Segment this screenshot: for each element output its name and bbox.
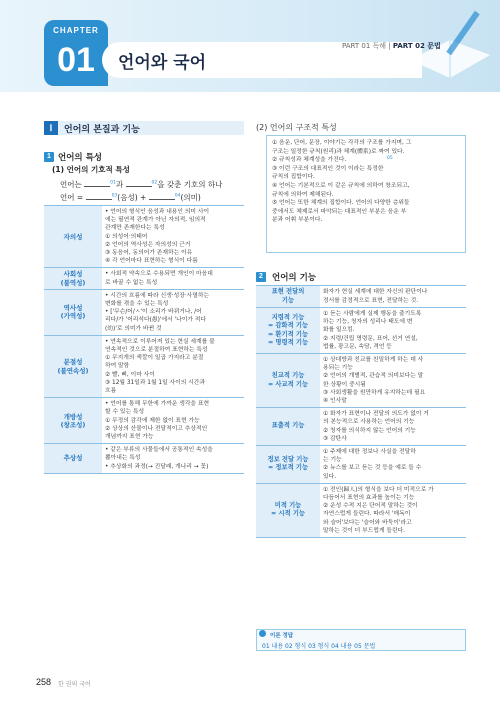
property-row — [44, 444, 244, 474]
function-key-line: 표현 전달의 — [271, 288, 305, 295]
function-line: 화를 일으킴. — [323, 327, 355, 334]
formula-line-1 — [60, 179, 222, 190]
function-line: 용되는 기능 — [323, 365, 353, 372]
property-line: • 같은 부류의 사물들에서 공통적인 속성을 — [105, 447, 213, 454]
blank-03-number: 03 — [111, 193, 118, 199]
property-value — [102, 335, 244, 397]
property-key-line: 역사성 — [63, 304, 83, 313]
property-line: ① 무지개의 색깔이 일곱 가지라고 분절 — [105, 355, 204, 362]
function-key-line: = 명령적 기능 — [267, 339, 309, 346]
function-row — [256, 408, 466, 446]
formula-2-mid: (음성) + — [117, 193, 147, 202]
property-key-line: 분절성 — [63, 358, 83, 367]
property-key — [44, 268, 102, 289]
property-key-line: 자의성 — [63, 232, 83, 241]
function-line: 의 본능적으로 사용하는 언어의 기능 — [323, 419, 415, 426]
blank-04[interactable] — [149, 192, 175, 200]
property-key-line: 추상성 — [63, 454, 83, 463]
subsection-title-1: 언어의 특성 — [58, 153, 103, 163]
function-value — [320, 408, 466, 446]
function-line: 화자가 현실 세계에 대한 자신의 판단이나 — [323, 289, 428, 296]
property-key — [44, 444, 102, 474]
section-badge: Ⅰ — [44, 121, 58, 135]
property-line: 에는 필연적 관계가 아닌 자의적, 임의적 — [105, 217, 206, 224]
section-title: 언어의 본질과 기능 — [64, 125, 140, 135]
function-key — [256, 286, 320, 308]
property-row — [44, 268, 244, 289]
function-key-line: = 감화적 기능 — [267, 322, 309, 329]
function-key — [256, 446, 320, 484]
function-line: ② 언어의 개별적, 관습적 의미보다는 말 — [323, 373, 424, 380]
function-line: 말하는 것이 더 부드럽게 들린다. — [323, 527, 406, 534]
function-line: 법률, 광고문, 속담, 격언 등 — [323, 343, 392, 350]
function-row — [256, 286, 466, 308]
property-line: • 언어를 통해 무한에 가까운 생각을 표현 — [105, 401, 210, 408]
answer-icon — [259, 630, 266, 637]
function-key — [256, 483, 320, 537]
property-line: ① 의성어·의태어 — [105, 233, 148, 240]
blank-05-number: 05 — [387, 156, 393, 161]
function-key-line: = 시적 기능 — [271, 510, 305, 518]
function-line: ② 뉴스를 보고 듣는 것 등을 예로 들 수 — [323, 465, 422, 472]
function-line: 한 상황이 중시됨 — [323, 381, 366, 388]
chapter-title: 언어와 국어 — [118, 53, 207, 73]
structure-line: ① 음운, 단어, 문장, 이야기는 각각의 구조를 가지며, 그 — [272, 140, 412, 146]
function-line: ① 주제에 대한 정보나 사실을 전달하 — [323, 449, 416, 456]
function-line: ① 전인(歸人)의 형식을 보다 더 미적으로 가 — [323, 486, 434, 493]
formula-2-pre: 언어 = — [60, 193, 84, 202]
function-line: ② 청자를 의식하지 않는 언어의 기능 — [323, 427, 416, 434]
part-navigation — [342, 41, 441, 51]
subsection-badge-2: 2 — [256, 272, 266, 282]
property-line: • 시간의 흐름에 따라 신생·성장·사멸하는 — [105, 292, 210, 299]
property-line: 할 수 있는 특성 — [105, 409, 145, 416]
property-line: 변화를 겪을 수 있는 특성 — [105, 301, 169, 308]
function-value — [320, 308, 466, 354]
structure-line: 분과 어휘 부분이다. — [272, 217, 323, 224]
function-line: 자연스럽게 들린다. 따라서 '매독이 — [323, 511, 411, 518]
property-line: 리다/가 '어리석다(愚)'에서 '나이가 적다 — [105, 317, 206, 324]
function-line: 는 기능 — [323, 457, 342, 464]
property-key — [44, 335, 102, 397]
property-value — [102, 268, 244, 289]
property-line: 개념까지 표현 가능 — [105, 434, 154, 441]
function-line: ① 듣는 사람에게 실제 행동을 출기도록 — [323, 311, 422, 317]
part-current[interactable]: PART 01 독해 — [342, 42, 387, 50]
subsection-title-2: 언어의 기능 — [272, 273, 317, 283]
formula-line-2 — [60, 192, 201, 203]
property-key-line: 개방성 — [63, 412, 83, 421]
property-key — [44, 206, 102, 268]
property-line: • 사회적 약속으로 수용되면 개인이 마음대 — [105, 271, 213, 278]
function-key — [256, 308, 320, 354]
structure-line: ⑤ 언어는 또한 체계의 집합이다. 언어의 다양한 층위들 — [272, 200, 410, 207]
property-value — [102, 206, 244, 268]
property-line: ③ 동음어, 동의어가 존재하는 이유 — [105, 250, 193, 257]
property-line: 뽑아내는 특성 — [105, 455, 141, 462]
property-line: • 언어의 형식인 음성과 내용인 의미 사이 — [105, 209, 210, 215]
property-line: (幼)'로 의미가 바뀐 것 — [105, 325, 162, 332]
blank-03[interactable] — [86, 192, 112, 200]
property-line: • 추상화의 과정(→ 진달래, 개나리 → 꽃) — [105, 463, 209, 470]
property-line: ① 무정의 감각에 제한 없이 표현 가능 — [105, 417, 200, 424]
property-key — [44, 289, 102, 335]
property-line: 흐름 — [105, 388, 117, 395]
function-line: 정서를 감정적으로 표현, 전달하는 것. — [323, 297, 419, 304]
function-row — [256, 308, 466, 354]
property-row — [44, 289, 244, 335]
function-value — [320, 286, 466, 308]
function-key-line: 지령적 기능 — [271, 313, 305, 321]
property-line: 관계만 존재한다는 특성 — [105, 225, 165, 232]
function-key — [256, 354, 320, 408]
property-row — [44, 335, 244, 397]
subsection-badge-1: 1 — [44, 152, 54, 162]
formula-1-post: 을 갖춘 기호의 하나 — [157, 180, 223, 189]
part-active[interactable]: PART 02 문법 — [392, 42, 441, 50]
item-title-1: (1) 언어의 기호적 특성 — [52, 165, 130, 174]
function-row — [256, 354, 466, 408]
function-key — [256, 408, 320, 446]
structure-line: 규칙의 집합이다. — [272, 174, 315, 181]
language-functions-table — [256, 285, 466, 538]
function-line: ③ 사회생활을 원만하게 유지하는데 필요 — [323, 389, 426, 396]
property-line: ② 상상의 산물이나 전달적이고 추상적인 — [105, 425, 208, 432]
blank-02[interactable] — [126, 179, 152, 187]
function-line: ① 화자가 표현이나 전달의 의도가 없이 거 — [323, 411, 429, 418]
function-line: ② 운성 수적 지은 단어적 말하는 것이 — [323, 503, 418, 510]
structure-line: ② 규칙성과 체계성을 가진다. — [272, 157, 347, 164]
answer-text: 01 내용 02 형식 03 형식 04 내용 05 문법 — [262, 643, 376, 650]
function-line: ① 상대방과 친교를 친밀하게 하는 데 사 — [323, 357, 424, 364]
property-row — [44, 398, 244, 444]
book-title: 한 권의 국어 — [58, 681, 91, 688]
function-line: 다듬어서 표현의 효과를 높이는 기능 — [323, 495, 415, 502]
property-line: ② 언어의 역사성은 자의성의 근거 — [105, 241, 191, 248]
language-properties-table — [44, 205, 244, 474]
function-key-line: = 정보적 기능 — [267, 464, 309, 472]
property-key — [44, 398, 102, 444]
function-key-line: 미적 기능 — [274, 501, 302, 509]
blank-01[interactable] — [84, 179, 110, 187]
function-key-line: 기능 — [281, 296, 295, 304]
property-value — [102, 444, 244, 474]
property-line: • ['무슨/어/ㅅ'이 소리가 바뀌거나, /어 — [105, 309, 202, 316]
formula-1-pre: 언어는 — [60, 180, 82, 189]
function-line: ③ 감탄사 — [323, 435, 347, 442]
answer-label: 이론 정답 — [270, 633, 294, 639]
function-key-line: = 사교적 기능 — [267, 380, 309, 388]
part-separator: | — [388, 42, 391, 50]
structure-line: ③ 이런 구조의 대표적인 것이 이라는 특정한 — [272, 165, 384, 172]
property-line: ④ 각 언어마다 표현하는 형식이 다름 — [105, 258, 198, 265]
property-row — [44, 206, 244, 268]
function-row — [256, 446, 466, 484]
property-line: 연속적인 것으로 분절하여 표현하는 특성 — [105, 347, 208, 354]
function-line: 하는 기능, 청자의 성리나 태도에 변 — [323, 319, 413, 326]
structure-line: 규칙에 의하여 제해된다. — [272, 191, 334, 198]
property-line: 하여 말함 — [105, 363, 130, 370]
function-line: ④ 인사말 — [323, 398, 347, 405]
function-line: ② 지령/건립 명령문, 표어, 선거 연설, — [323, 335, 418, 342]
formula-2-post: (의미) — [180, 193, 201, 202]
function-line: 있다. — [323, 473, 337, 480]
function-value — [320, 446, 466, 484]
function-value — [320, 354, 466, 408]
property-key-line: (창조성) — [60, 420, 86, 429]
property-line: ② 빨, 삐, 이마 사이 — [105, 371, 155, 378]
chapter-label: CHAPTER — [53, 26, 99, 35]
structure-line: 구조는 일정한 규칙(원리)과 체계(體系)로 짜여 있다. — [272, 148, 405, 155]
blank-01-number: 01 — [110, 180, 116, 186]
function-row — [256, 483, 466, 537]
property-line: ③ 12월 31일과 1월 1일 사이의 시간과 — [105, 379, 205, 386]
blank-02-number: 02 — [151, 180, 158, 186]
item-title-2: (2) 언어의 구조적 특성 — [256, 123, 337, 132]
structure-line: ④ 언어는 기본적으로 이 같은 규칙에 의하여 창조되고, — [272, 182, 410, 189]
property-key-line: 사회성 — [63, 270, 83, 279]
property-value — [102, 289, 244, 335]
chapter-number: 01 — [57, 41, 95, 79]
property-line: • 연속적으로 이루어져 있는 현실 세계를 불 — [105, 338, 215, 345]
structure-box — [266, 135, 466, 253]
function-key-line: 표출적 기능 — [271, 422, 305, 430]
function-key-line: 친교적 기능 — [271, 372, 305, 380]
function-value — [320, 483, 466, 537]
property-line: 로 바꿀 수 없는 특성 — [105, 279, 158, 286]
structure-line: 중에서도 체제로서 파악되는 대표적인 부분은 음운 부 — [272, 208, 407, 215]
function-key-line: 정보 전달 기능 — [267, 455, 309, 463]
blank-04-number: 04 — [174, 193, 181, 199]
function-line: 와 슬어'보다는 '슬어와 바둑이'라고 — [323, 519, 412, 526]
property-value — [102, 398, 244, 444]
property-key-line: (불연속성) — [57, 366, 89, 375]
formula-1-mid: 과 — [115, 180, 124, 189]
function-key-line: = 환기적 기능 — [267, 330, 309, 338]
property-key-line: (가역성) — [60, 312, 86, 321]
property-key-line: (불역성) — [60, 278, 86, 287]
page-number: 258 — [36, 677, 52, 687]
